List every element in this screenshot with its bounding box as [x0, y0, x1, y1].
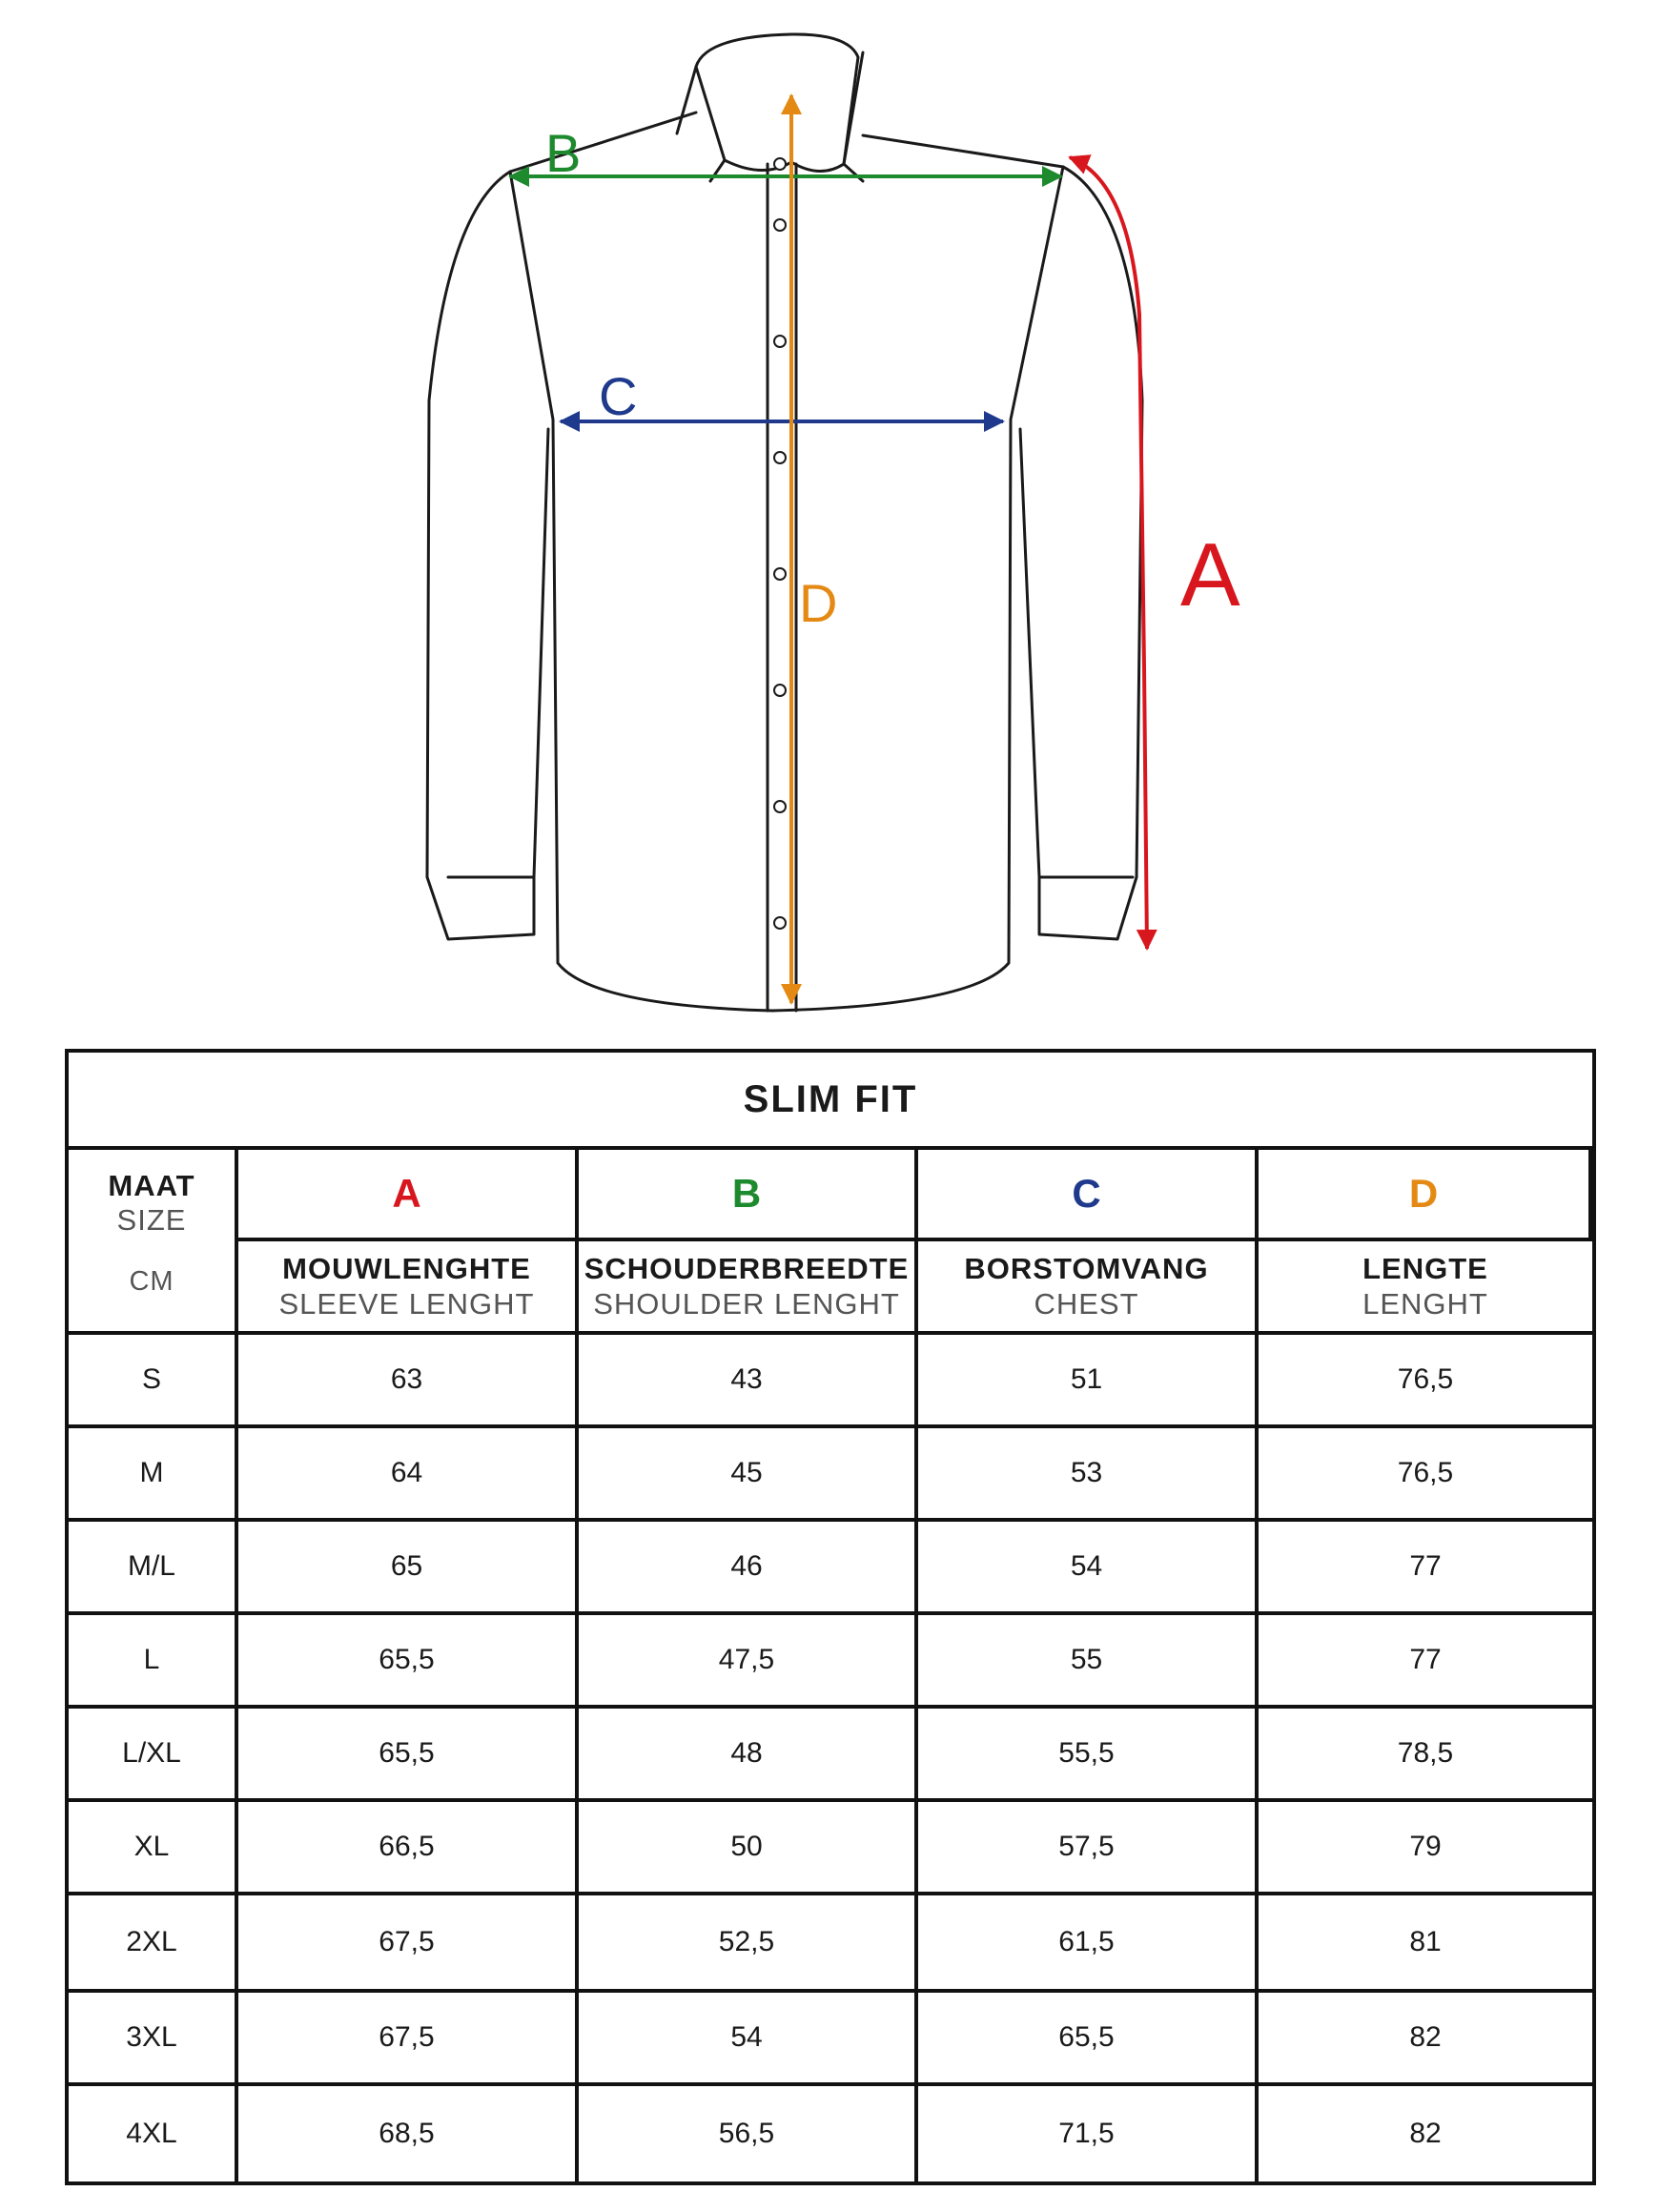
table-row — [69, 1522, 1592, 1615]
value-c-cell: 55 — [918, 1615, 1259, 1705]
value-b-cell: 52,5 — [579, 1895, 918, 1989]
size-cell: M — [69, 1428, 238, 1518]
size-header-unit: CM — [129, 1266, 174, 1297]
value-a-cell: 66,5 — [238, 1802, 579, 1892]
column-label-nl: LENGTE — [1362, 1252, 1488, 1285]
table-body — [69, 1335, 1592, 2181]
value-d-cell: 77 — [1409, 1644, 1442, 1675]
value-a-cell: 63 — [238, 1335, 579, 1424]
value-a-cell: 65,5 — [238, 1615, 579, 1705]
value-c-cell: 65,5 — [918, 1993, 1259, 2082]
value-b-cell: 48 — [579, 1709, 918, 1798]
column-label-a — [238, 1241, 579, 1335]
size-cell: 2XL — [69, 1895, 238, 1989]
size-cell: 3XL — [69, 1993, 238, 2082]
column-label-en: SLEEVE LENGHT — [278, 1287, 535, 1321]
shirt-measurement-diagram — [0, 0, 1659, 1030]
column-label-en: CHEST — [1034, 1287, 1139, 1321]
size-header-maat: MAAT — [108, 1169, 195, 1202]
value-d-cell: 81 — [1409, 1926, 1442, 1957]
value-c-cell: 61,5 — [918, 1895, 1259, 1989]
size-cell: 4XL — [69, 2086, 238, 2181]
size-cell: L/XL — [69, 1709, 238, 1798]
table-row — [69, 1709, 1592, 1802]
value-b-cell: 46 — [579, 1522, 918, 1611]
value-c-cell: 53 — [918, 1428, 1259, 1518]
measure-a-arrow — [1070, 157, 1147, 949]
size-cell: L — [69, 1615, 238, 1705]
value-b-cell: 56,5 — [579, 2086, 918, 2181]
column-label-c — [918, 1241, 1259, 1335]
table-row — [69, 1993, 1592, 2086]
table-title: SLIM FIT — [69, 1053, 1592, 1150]
size-header-cell — [69, 1150, 238, 1335]
size-cell: M/L — [69, 1522, 238, 1611]
table-row — [69, 1802, 1592, 1895]
value-b-cell: 54 — [579, 1993, 918, 2082]
value-a-cell: 64 — [238, 1428, 579, 1518]
shirt-buttons — [774, 158, 786, 929]
column-label-nl: BORSTOMVANG — [964, 1252, 1209, 1285]
size-header-size: SIZE — [116, 1203, 187, 1237]
value-d-cell: 79 — [1409, 1831, 1442, 1862]
column-label-b — [579, 1241, 918, 1335]
value-d-cell: 82 — [1409, 2021, 1442, 2053]
measure-a-letter: A — [1180, 524, 1240, 625]
column-letter-a: A — [238, 1150, 579, 1241]
table-row — [69, 1428, 1592, 1522]
size-chart-table — [65, 1049, 1596, 2185]
value-d-cell: 82 — [1409, 2118, 1442, 2149]
measure-d-letter: D — [799, 573, 838, 633]
value-d-cell: 76,5 — [1397, 1457, 1454, 1488]
value-a-cell: 65,5 — [238, 1709, 579, 1798]
value-d-cell: 78,5 — [1397, 1737, 1454, 1769]
measure-b-letter: B — [545, 123, 582, 183]
value-c-cell: 55,5 — [918, 1709, 1259, 1798]
value-c-cell: 51 — [918, 1335, 1259, 1424]
value-c-cell: 57,5 — [918, 1802, 1259, 1892]
value-c-cell: 71,5 — [918, 2086, 1259, 2181]
column-label-en: SHOULDER LENGHT — [593, 1287, 900, 1321]
shirt-outline — [427, 34, 1142, 1011]
value-a-cell: 65 — [238, 1522, 579, 1611]
size-cell: XL — [69, 1802, 238, 1892]
value-a-cell: 67,5 — [238, 1895, 579, 1989]
column-letter-b: B — [579, 1150, 918, 1241]
measure-c-letter: C — [599, 366, 638, 426]
table-row — [69, 1895, 1592, 1993]
column-label-nl: MOUWLENGHTE — [282, 1252, 531, 1285]
table-row — [69, 2086, 1592, 2181]
value-b-cell: 50 — [579, 1802, 918, 1892]
value-b-cell: 43 — [579, 1335, 918, 1424]
value-d-cell: 76,5 — [1397, 1363, 1454, 1395]
column-letter-d: D — [1259, 1150, 1592, 1241]
value-b-cell: 47,5 — [579, 1615, 918, 1705]
size-cell: S — [69, 1335, 238, 1424]
column-label-en: LENGHT — [1362, 1287, 1488, 1321]
column-label-nl: SCHOUDERBREEDTE — [584, 1252, 910, 1285]
value-b-cell: 45 — [579, 1428, 918, 1518]
column-letter-c: C — [918, 1150, 1259, 1241]
value-a-cell: 68,5 — [238, 2086, 579, 2181]
column-label-d — [1259, 1241, 1592, 1335]
table-row — [69, 1615, 1592, 1709]
table-header — [69, 1150, 1592, 1335]
table-row — [69, 1335, 1592, 1428]
value-c-cell: 54 — [918, 1522, 1259, 1611]
value-d-cell: 77 — [1409, 1550, 1442, 1582]
value-a-cell: 67,5 — [238, 1993, 579, 2082]
